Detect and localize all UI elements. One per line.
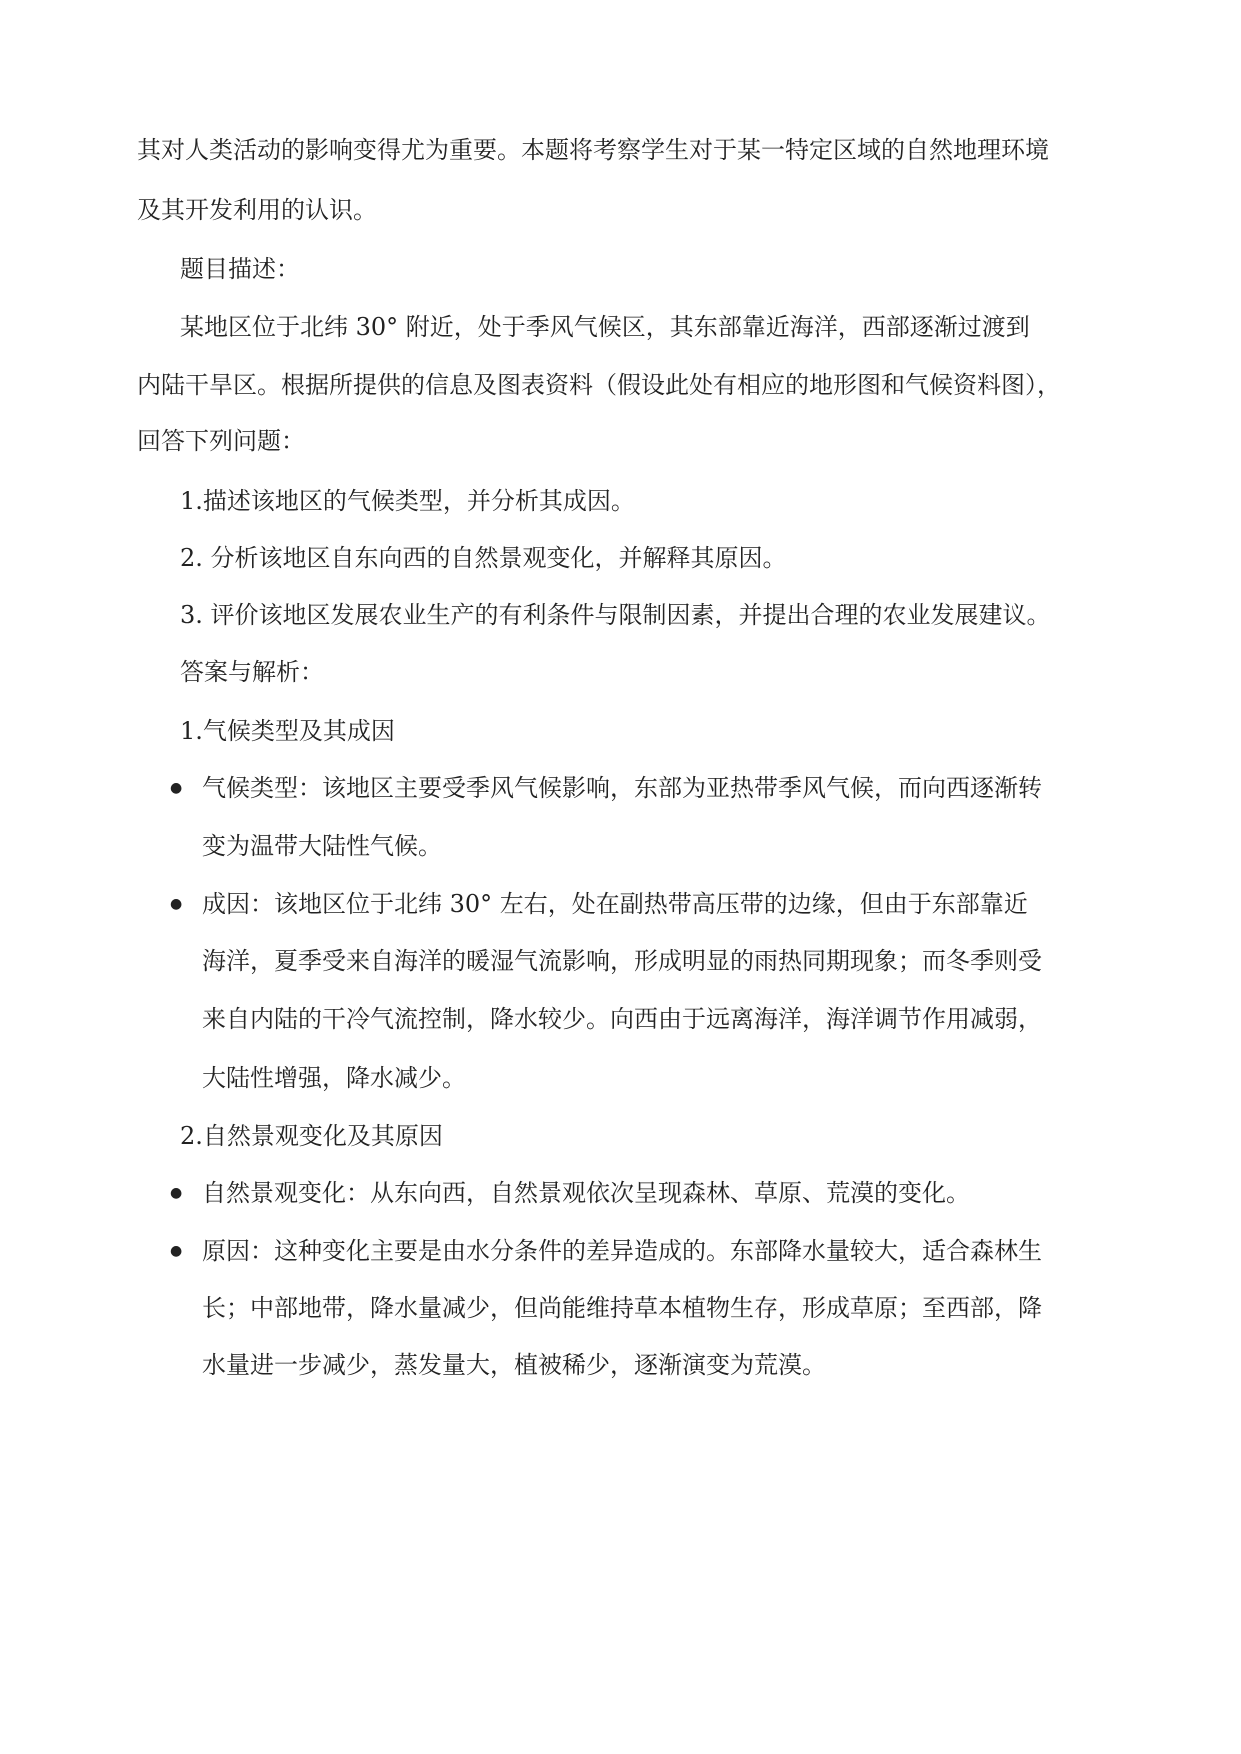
- section-1-heading: 1.气候类型及其成因: [180, 717, 395, 745]
- section-2-bullet-1-line-1: 自然景观变化：从东向西，自然景观依次呈现森林、草原、荒漠的变化。: [202, 1179, 970, 1207]
- section-2-bullet-2-line-2: 长；中部地带，降水量减少，但尚能维持草本植物生存，形成草原；至西部，降: [202, 1294, 1042, 1322]
- bullet-icon: ●: [170, 1185, 183, 1201]
- section-1-bullet-2-line-4: 大陆性增强，降水减少。: [202, 1064, 466, 1092]
- section-1-bullet-2-line-3: 来自内陆的干冷气流控制，降水较少。向西由于远离海洋，海洋调节作用减弱，: [202, 1005, 1042, 1033]
- description-label: 题目描述：: [180, 255, 300, 283]
- answer-label: 答案与解析：: [180, 658, 324, 686]
- section-1-bullet-2-line-2: 海洋，夏季受来自海洋的暖湿气流影响，形成明显的雨热同期现象；而冬季则受: [202, 947, 1042, 975]
- section-1-bullet-2-line-1: 成因：该地区位于北纬 30° 左右，处在副热带高压带的边缘，但由于东部靠近: [202, 890, 1028, 918]
- description-line-3: 回答下列问题：: [137, 427, 305, 455]
- section-2-heading: 2.自然景观变化及其原因: [180, 1122, 443, 1150]
- description-line-1: 某地区位于北纬 30° 附近，处于季风气候区，其东部靠近海洋，西部逐渐过渡到: [180, 313, 1030, 341]
- section-2-bullet-2-line-1: 原因：这种变化主要是由水分条件的差异造成的。东部降水量较大，适合森林生: [202, 1237, 1042, 1265]
- section-2-bullet-2-line-3: 水量进一步减少，蒸发量大，植被稀少，逐渐演变为荒漠。: [202, 1351, 826, 1379]
- bullet-icon: ●: [170, 780, 183, 796]
- question-1: 1.描述该地区的气候类型，并分析其成因。: [180, 487, 635, 515]
- section-1-bullet-1-line-2: 变为温带大陆性气候。: [202, 832, 442, 860]
- description-line-2: 内陆干旱区。根据所提供的信息及图表资料（假设此处有相应的地形图和气候资料图），: [137, 371, 1061, 399]
- intro-line-2: 及其开发利用的认识。: [137, 196, 377, 224]
- question-2: 2. 分析该地区自东向西的自然景观变化，并解释其原因。: [180, 544, 787, 572]
- section-1-bullet-1-line-1: 气候类型：该地区主要受季风气候影响，东部为亚热带季风气候，而向西逐渐转: [202, 774, 1042, 802]
- bullet-icon: ●: [170, 896, 183, 912]
- intro-line-1: 其对人类活动的影响变得尤为重要。本题将考察学生对于某一特定区域的自然地理环境: [137, 136, 1049, 164]
- bullet-icon: ●: [170, 1243, 183, 1259]
- question-3: 3. 评价该地区发展农业生产的有利条件与限制因素，并提出合理的农业发展建议。: [180, 601, 1051, 629]
